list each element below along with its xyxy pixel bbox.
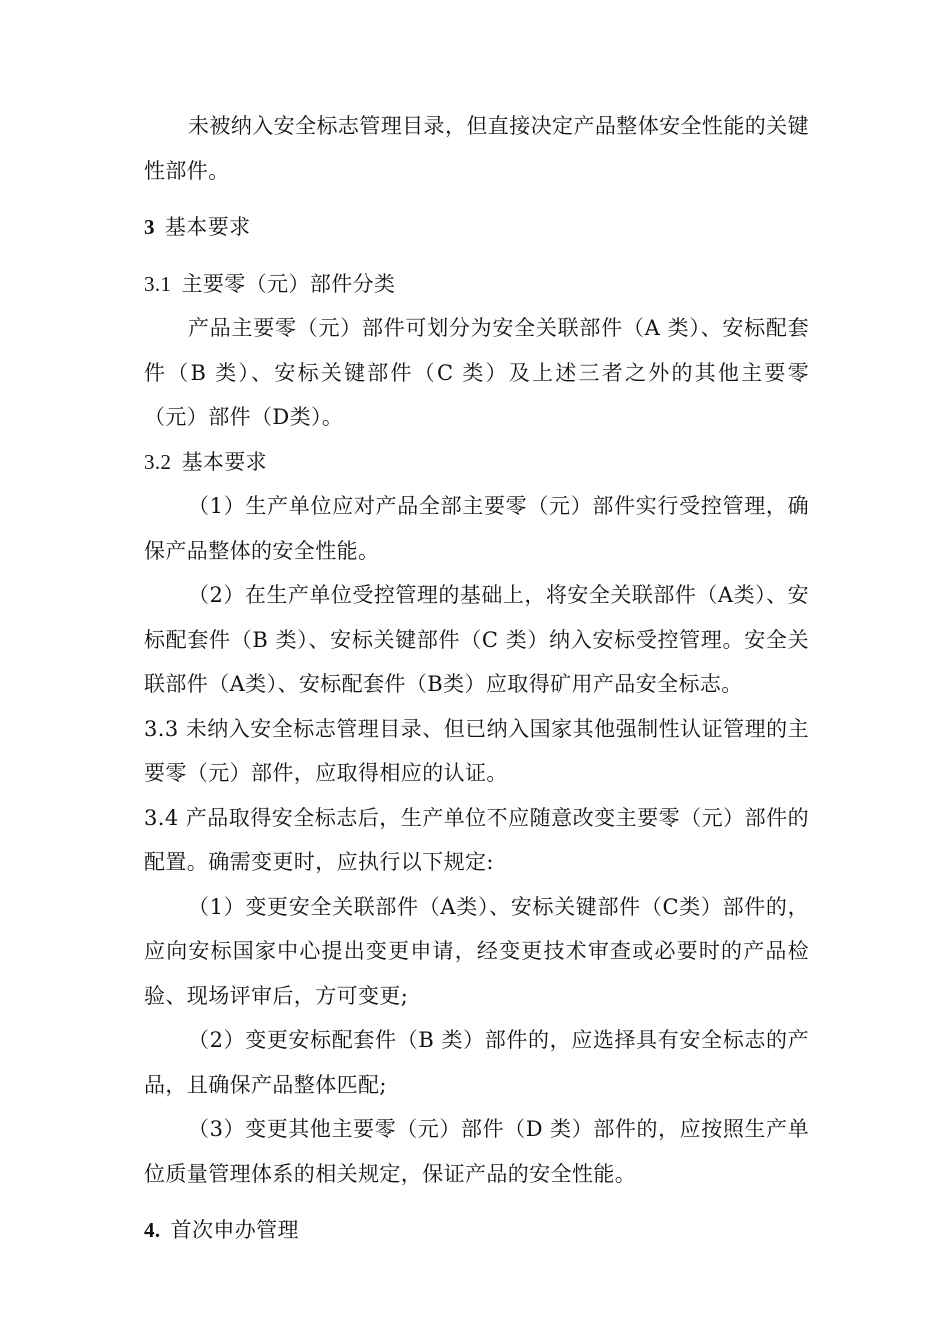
section-3-2-heading bbox=[144, 440, 809, 485]
section-3-2-title: 基本要求 bbox=[181, 449, 268, 474]
section-3-3-paragraph: 3.3 未纳入安全标志管理目录、但已纳入国家其他强制性认证管理的主要零（元）部件，应取得相应的认证。 bbox=[144, 716, 809, 785]
section-3-2-number: 3.2 bbox=[144, 449, 172, 474]
section-3-4-item-1: （1）变更安全关联部件（A类）、安标关键部件（C类）部件的，应向安标国家中心提出变更申请，经变更技术审查或必要时的产品检验、现场评审后，方可变更; bbox=[144, 894, 809, 1008]
document-body bbox=[144, 104, 809, 1265]
section-3-2-item-2: （2）在生产单位受控管理的基础上，将安全关联部件（A类）、安标配套件（B 类）、安标关键部件（C 类）纳入安标受控管理。安全关联部件（A类）、安标配套件（B类）应取得矿用产品安全标志。 bbox=[144, 583, 809, 696]
section-3-4-paragraph: 3.4 产品取得安全标志后，生产单位不应随意改变主要零（元）部件的配置。确需变更时，应执行以下规定: bbox=[144, 805, 809, 874]
section-4-heading bbox=[144, 1208, 809, 1253]
section-4-number: 4. bbox=[144, 1218, 161, 1242]
section-3-1-title: 主要零（元）部件分类 bbox=[181, 271, 396, 296]
section-3-number: 3 bbox=[144, 215, 155, 239]
section-3-4-item-2: （2）变更安标配套件（B 类）部件的，应选择具有安全标志的产品，且确保产品整体匹配; bbox=[144, 1028, 809, 1097]
section-3-1-body: 产品主要零（元）部件可划分为安全关联部件（A 类）、安标配套件（B 类）、安标关键部件（C 类）及上述三者之外的其他主要零（元）部件（D类）。 bbox=[144, 316, 809, 429]
section-3-4-item-3: （3）变更其他主要零（元）部件（D 类）部件的，应按照生产单位质量管理体系的相关规定，保证产品的安全性能。 bbox=[144, 1117, 809, 1186]
section-3-title: 基本要求 bbox=[164, 215, 251, 239]
section-3-1-heading bbox=[144, 262, 809, 307]
section-4-title: 首次申办管理 bbox=[170, 1218, 299, 1242]
section-3-2-item-1: （1）生产单位应对产品全部主要零（元）部件实行受控管理，确保产品整体的安全性能。 bbox=[144, 494, 809, 563]
section-3-heading bbox=[144, 205, 809, 250]
section-3-1-number: 3.1 bbox=[144, 271, 172, 296]
intro-paragraph: 未被纳入安全标志管理目录，但直接决定产品整体安全性能的关键性部件。 bbox=[144, 114, 809, 183]
